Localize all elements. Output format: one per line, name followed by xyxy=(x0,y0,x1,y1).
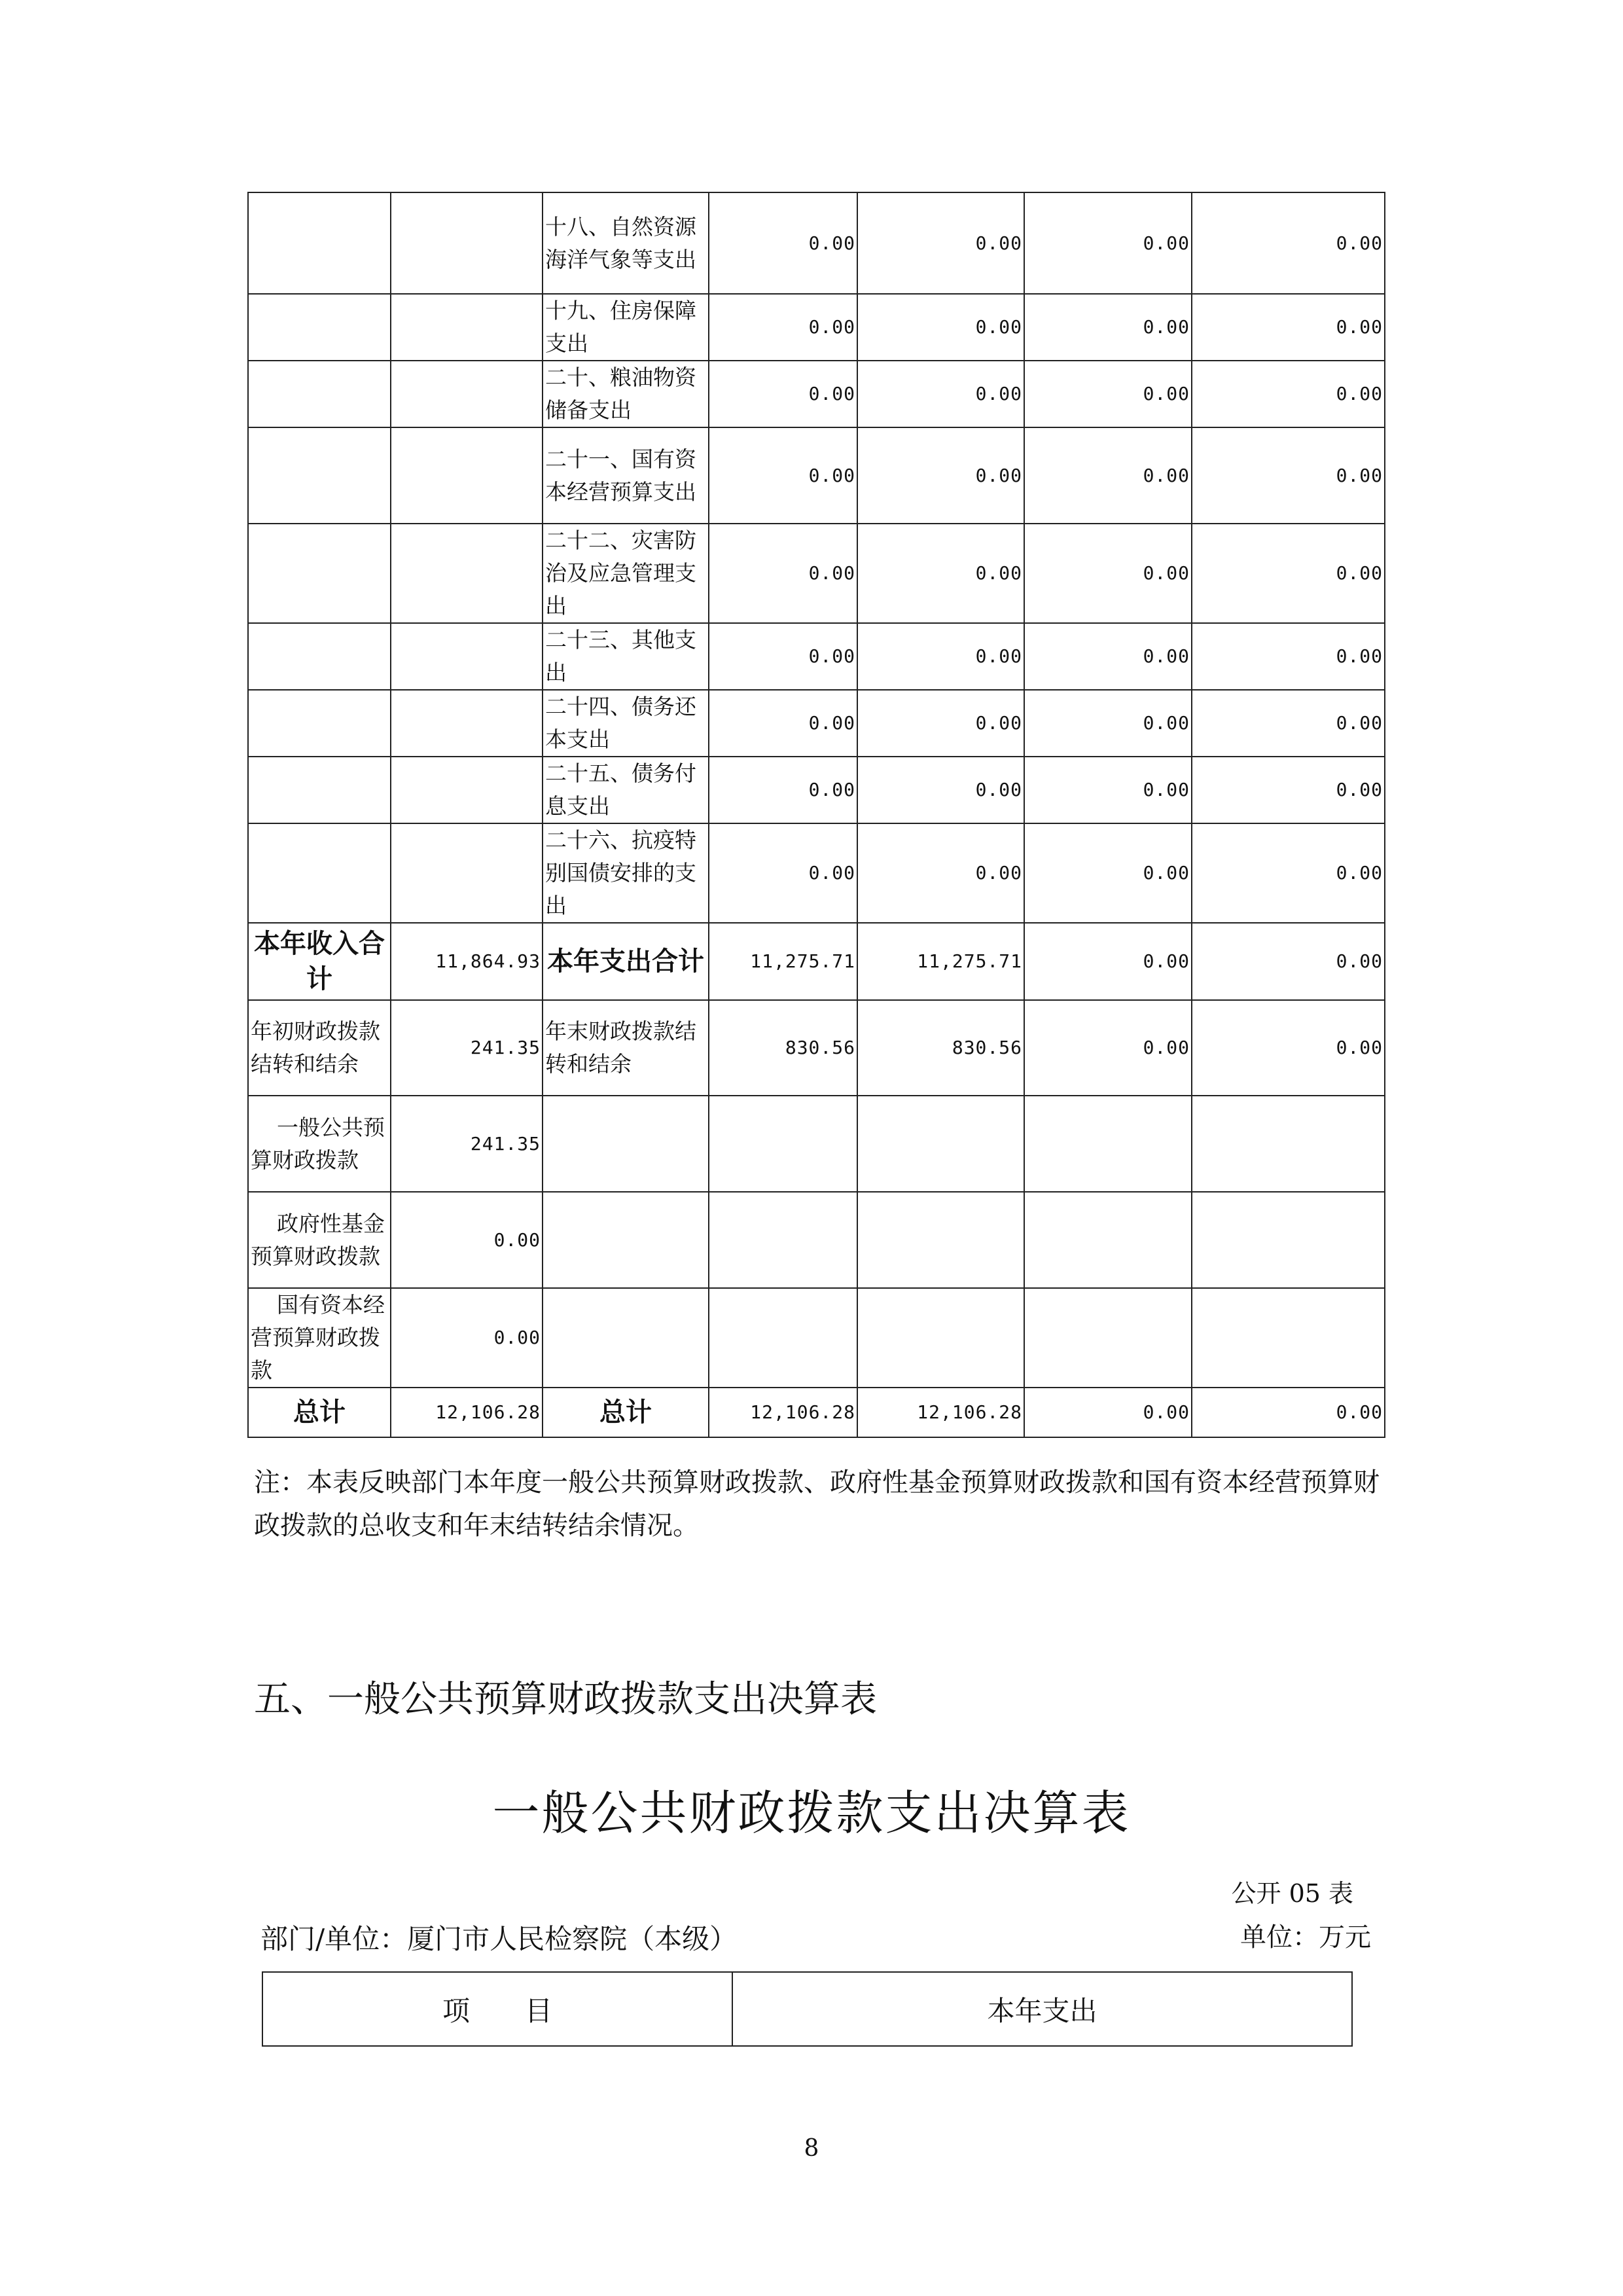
income-expense-total-row xyxy=(248,923,1385,1000)
cell-value: 0.00 xyxy=(709,524,857,623)
grand-expense-label: 总计 xyxy=(543,1388,709,1437)
cell-value: 0.00 xyxy=(1024,361,1192,427)
department-label: 部门/单位：厦门市人民检察院（本级） xyxy=(260,1923,738,1955)
cell-value: 0.00 xyxy=(1192,427,1385,524)
expense-table-header xyxy=(262,1971,1353,2047)
cell-value: 0.00 xyxy=(1192,623,1385,690)
fiscal-summary-table xyxy=(247,192,1385,1438)
table-row xyxy=(248,294,1385,361)
table-row xyxy=(248,690,1385,757)
row-label: 政府性基金预算财政拨款 xyxy=(248,1192,391,1288)
page-number: 8 xyxy=(804,2135,819,2162)
table-row xyxy=(248,1096,1385,1192)
table-row xyxy=(248,524,1385,623)
cell-value: 0.00 xyxy=(1192,823,1385,923)
row-label: 十九、住房保障支出 xyxy=(543,294,709,361)
cell-value: 0.00 xyxy=(1192,1000,1385,1096)
row-label: 二十五、债务付息支出 xyxy=(543,757,709,823)
cell-value: 0.00 xyxy=(391,1192,543,1288)
cell-value: 0.00 xyxy=(1192,192,1385,294)
cell-value: 0.00 xyxy=(709,192,857,294)
end-carryover-label: 年末财政拨款结转和结余 xyxy=(543,1000,709,1096)
cell-value: 830.56 xyxy=(709,1000,857,1096)
cell-value: 0.00 xyxy=(1024,294,1192,361)
cell-value: 0.00 xyxy=(709,294,857,361)
cell-value: 0.00 xyxy=(857,524,1024,623)
cell-value: 0.00 xyxy=(857,427,1024,524)
begin-carryover-value: 241.35 xyxy=(391,1000,543,1096)
cell-value: 0.00 xyxy=(1024,690,1192,757)
cell-value: 0.00 xyxy=(1024,923,1192,1000)
cell-value: 0.00 xyxy=(709,623,857,690)
table-row xyxy=(248,757,1385,823)
cell-value: 0.00 xyxy=(1024,192,1192,294)
cell-value: 0.00 xyxy=(1024,427,1192,524)
table-note: 注：本表反映部门本年度一般公共预算财政拨款、政府性基金预算财政拨款和国有资本经营预算财政拨款的总收支和年末结转结余情况。 xyxy=(254,1467,1380,1541)
cell-value: 0.00 xyxy=(1192,524,1385,623)
row-label: 二十六、抗疫特别国债安排的支出 xyxy=(543,823,709,923)
cell-value: 0.00 xyxy=(1024,1000,1192,1096)
cell-value: 0.00 xyxy=(857,823,1024,923)
table-row xyxy=(248,1288,1385,1388)
header-row xyxy=(262,1972,1352,2046)
cell-value: 0.00 xyxy=(1192,1388,1385,1437)
row-label: 一般公共预算财政拨款 xyxy=(248,1096,391,1192)
cell-value: 241.35 xyxy=(391,1096,543,1192)
row-label: 二十、粮油物资储备支出 xyxy=(543,361,709,427)
cell-value: 0.00 xyxy=(1192,690,1385,757)
cell-value: 0.00 xyxy=(1024,757,1192,823)
income-total-value: 11,864.93 xyxy=(391,923,543,1000)
cell-value: 0.00 xyxy=(1192,294,1385,361)
cell-value: 0.00 xyxy=(857,623,1024,690)
table-row xyxy=(248,623,1385,690)
cell-value: 0.00 xyxy=(1024,823,1192,923)
cell-value: 0.00 xyxy=(1024,623,1192,690)
row-label: 二十二、灾害防治及应急管理支出 xyxy=(543,524,709,623)
row-label: 国有资本经营预算财政拨款 xyxy=(248,1288,391,1388)
cell-value: 0.00 xyxy=(857,294,1024,361)
table-row xyxy=(248,427,1385,524)
cell-value: 830.56 xyxy=(857,1000,1024,1096)
unit-label: 单位：万元 xyxy=(1240,1922,1371,1952)
table-title: 一般公共财政拨款支出决算表 xyxy=(492,1785,1131,1840)
begin-carryover-label: 年初财政拨款结转和结余 xyxy=(248,1000,391,1096)
cell-value: 0.00 xyxy=(1024,524,1192,623)
row-label: 二十三、其他支出 xyxy=(543,623,709,690)
grand-income-label: 总计 xyxy=(248,1388,391,1437)
row-label: 二十一、国有资本经营预算支出 xyxy=(543,427,709,524)
cell-value: 0.00 xyxy=(857,690,1024,757)
table-code: 公开 05 表 xyxy=(1231,1879,1353,1908)
income-total-label: 本年收入合计 xyxy=(248,923,391,1000)
cell-value: 0.00 xyxy=(709,361,857,427)
grand-income-value: 12,106.28 xyxy=(391,1388,543,1437)
row-label: 二十四、债务还本支出 xyxy=(543,690,709,757)
cell-value: 0.00 xyxy=(709,690,857,757)
cell-value: 0.00 xyxy=(1192,361,1385,427)
cell-value: 11,275.71 xyxy=(709,923,857,1000)
carryover-row xyxy=(248,1000,1385,1096)
table-row xyxy=(248,192,1385,294)
cell-value: 0.00 xyxy=(857,361,1024,427)
cell-value: 0.00 xyxy=(709,757,857,823)
section-heading: 五、一般公共预算财政拨款支出决算表 xyxy=(254,1678,877,1721)
cell-value: 11,275.71 xyxy=(857,923,1024,1000)
row-label: 十八、自然资源海洋气象等支出 xyxy=(543,192,709,294)
table-row xyxy=(248,361,1385,427)
grand-total-row xyxy=(248,1388,1385,1437)
cell-value: 0.00 xyxy=(857,192,1024,294)
cell-value: 0.00 xyxy=(391,1288,543,1388)
table-row xyxy=(248,823,1385,923)
cell-value: 0.00 xyxy=(709,823,857,923)
header-item: 项 目 xyxy=(262,1972,732,2046)
cell-value: 0.00 xyxy=(709,427,857,524)
cell-value: 12,106.28 xyxy=(857,1388,1024,1437)
cell-value: 0.00 xyxy=(1192,923,1385,1000)
header-expense: 本年支出 xyxy=(732,1972,1352,2046)
cell-value: 0.00 xyxy=(857,757,1024,823)
expense-total-label: 本年支出合计 xyxy=(543,923,709,1000)
cell-value: 12,106.28 xyxy=(709,1388,857,1437)
cell-value: 0.00 xyxy=(1024,1388,1192,1437)
table-row xyxy=(248,1192,1385,1288)
cell-value: 0.00 xyxy=(1192,757,1385,823)
